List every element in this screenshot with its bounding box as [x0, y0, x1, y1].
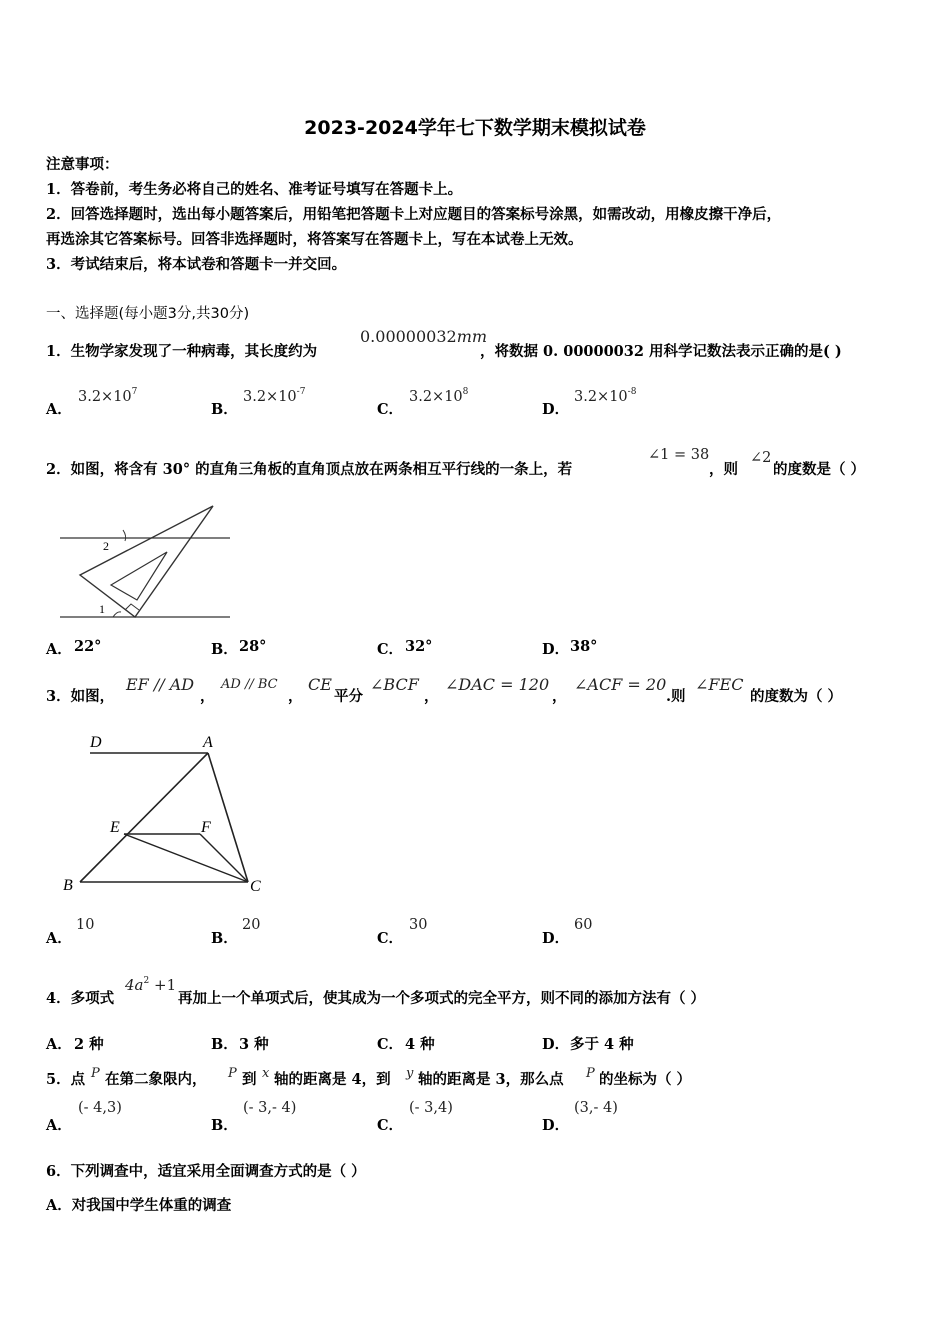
q5-option-c-letter: C．: [377, 1117, 404, 1134]
q4-option-c-letter: C．: [377, 1036, 404, 1053]
q3-angle-bcf: ∠BCF: [370, 675, 419, 694]
q5-option-d-letter: D．: [542, 1117, 570, 1134]
section-heading: 一、选择题(每小题3分,共30分): [46, 306, 250, 322]
q1-stem-pre: 1．生物学家发现了一种病毒，其长度约为: [46, 343, 318, 360]
q6-stem: 6．下列调查中，适宜采用全面调查方式的是（ ）: [46, 1163, 366, 1180]
q3-angle-dac: ∠DAC = 120: [445, 675, 550, 694]
q3-option-c-letter: C．: [377, 930, 404, 947]
q5-option-a-letter: A．: [46, 1117, 72, 1134]
q2-stem-post: 的度数是（ ）: [773, 461, 866, 478]
q2-option-c-letter: C．: [377, 641, 404, 658]
q3-angle-fec: ∠FEC: [695, 675, 744, 694]
q5-point-p-1: P: [91, 1066, 100, 1081]
page-title: 2023-2024学年七下数学期末模拟试卷: [304, 117, 646, 139]
q5-point-p-3: P: [586, 1066, 595, 1081]
right-angle-mark: [125, 604, 139, 610]
triangle-outer: [80, 506, 213, 617]
q3-option-c-value: 30: [409, 917, 428, 933]
q2-stem-pre: 2．如图，将含有 30° 的直角三角板的直角顶点放在两条相互平行线的一条上，若: [46, 461, 573, 478]
q5-option-b-letter: B．: [211, 1117, 238, 1134]
q5-option-b-value: (- 3,- 4): [243, 1100, 297, 1116]
q5-stem-part4: 轴的距离是 4，到: [274, 1071, 391, 1088]
q2-option-c-value: 32°: [405, 638, 433, 655]
q1-option-b-letter: B．: [211, 401, 238, 418]
notice-item-2b: 再选涂其它答案标号。回答非选择题时，将答案写在答题卡上，写在本试卷上无效。: [46, 231, 583, 248]
q5-point-p-2: P: [228, 1066, 237, 1081]
q3-bisects: 平分: [334, 688, 363, 705]
q3-option-a-letter: A．: [46, 930, 72, 947]
notice-item-2a: 2．回答选择题时，选出每小题答案后，用铅笔把答题卡上对应题目的答案标号涂黑，如需改动，用橡皮擦干净后，: [46, 206, 782, 223]
q5-axis-y: y: [406, 1066, 414, 1081]
label-d: D: [90, 734, 102, 751]
q3-then: .则: [666, 688, 686, 705]
q3-option-b-value: 20: [242, 917, 261, 933]
line-ab: [80, 753, 208, 882]
label-f: F: [201, 819, 211, 836]
q2-option-d-value: 38°: [570, 638, 598, 655]
q3-comma-1: ，: [200, 688, 215, 705]
q4-stem-post: 再加上一个单项式后，使其成为一个多项式的完全平方，则不同的添加方法有（ ）: [178, 990, 706, 1007]
q1-option-b-value: $3.2\times 10^{-7}$: [243, 387, 306, 405]
q5-stem-part3: 到: [242, 1071, 257, 1088]
q2-angle2: ∠2: [750, 450, 772, 466]
q4-option-d-value: 多于 4 种: [570, 1036, 634, 1053]
q1-option-d-letter: D．: [542, 401, 570, 418]
q2-option-b-value: 28°: [239, 638, 267, 655]
q4-polynomial: $4a^2 +1$: [125, 976, 177, 994]
q2-option-b-letter: B．: [211, 641, 238, 658]
q5-option-c-value: (- 3,4): [409, 1100, 453, 1116]
label-a: A: [203, 734, 213, 751]
q5-stem-part1: 5．点: [46, 1071, 86, 1088]
q3-ce: CE: [308, 675, 332, 694]
q5-stem-part5: 轴的距离是 3，那么点: [418, 1071, 564, 1088]
q5-stem-part6: 的坐标为（ ）: [599, 1071, 692, 1088]
triangle-inner: [111, 552, 167, 600]
q2-figure: [55, 500, 235, 625]
q1-option-a-letter: A．: [46, 401, 72, 418]
line-ec: [124, 834, 248, 882]
q3-ef-parallel-ad: EF // AD: [126, 675, 195, 694]
q5-option-a-value: (- 4,3): [78, 1100, 122, 1116]
q2-angle1: ∠1 = 38: [648, 447, 710, 463]
q3-angle-acf: ∠ACF = 20: [574, 675, 667, 694]
q3-comma-4: ，: [552, 688, 567, 705]
angle2-arc: [123, 530, 126, 541]
q3-ad-parallel-bc: AD // BC: [221, 677, 278, 692]
q3-option-d-value: 60: [574, 917, 593, 933]
q1-option-c-letter: C．: [377, 401, 404, 418]
q2-option-a-value: 22°: [74, 638, 102, 655]
q3-stem-post: 的度数为（ ）: [750, 688, 843, 705]
q3-option-a-value: 10: [76, 917, 95, 933]
q2-option-a-letter: A．: [46, 641, 72, 658]
q3-option-b-letter: B．: [211, 930, 238, 947]
q5-option-d-value: (3,- 4): [574, 1100, 618, 1116]
q2-stem-mid: ，则: [709, 461, 738, 478]
notice-item-1: 1．答卷前，考生务必将自己的姓名、准考证号填写在答题卡上。: [46, 181, 463, 198]
q1-option-d-value: $3.2\times 10^{-8}$: [574, 387, 637, 405]
q1-option-a-value: $3.2\times 10^7$: [78, 387, 138, 405]
q3-comma-2: ，: [288, 688, 303, 705]
label-c: C: [250, 878, 261, 895]
q3-comma-3: ，: [424, 688, 439, 705]
label-e: E: [110, 819, 120, 836]
q5-stem-part2: 在第二象限内，: [105, 1071, 207, 1088]
q4-stem-pre: 4．多项式: [46, 990, 115, 1007]
q4-option-c-value: 4 种: [405, 1036, 435, 1053]
q4-option-a-letter: A．: [46, 1036, 72, 1053]
q1-stem-post: ，将数据 0. 00000032 用科学记数法表示正确的是( ): [480, 343, 842, 360]
label-2: 2: [103, 539, 109, 553]
notice-heading: 注意事项：: [46, 156, 119, 173]
q5-axis-x: x: [262, 1066, 270, 1081]
q6-option-a: A．对我国中学生体重的调查: [46, 1197, 232, 1214]
notice-item-3: 3．考试结束后，将本试卷和答题卡一并交回。: [46, 256, 347, 273]
q1-math: 0.00000032mm: [360, 327, 488, 346]
angle1-arc: [113, 612, 121, 617]
q4-option-d-letter: D．: [542, 1036, 570, 1053]
q2-option-d-letter: D．: [542, 641, 570, 658]
q4-option-a-value: 2 种: [74, 1036, 104, 1053]
q3-stem-pre: 3．如图，: [46, 688, 115, 705]
label-1: 1: [99, 602, 105, 616]
q4-option-b-value: 3 种: [239, 1036, 269, 1053]
label-b: B: [63, 877, 73, 894]
q3-option-d-letter: D．: [542, 930, 570, 947]
q4-option-b-letter: B．: [211, 1036, 238, 1053]
q3-figure: [60, 728, 275, 898]
q1-option-c-value: $3.2\times 10^8$: [409, 387, 469, 405]
